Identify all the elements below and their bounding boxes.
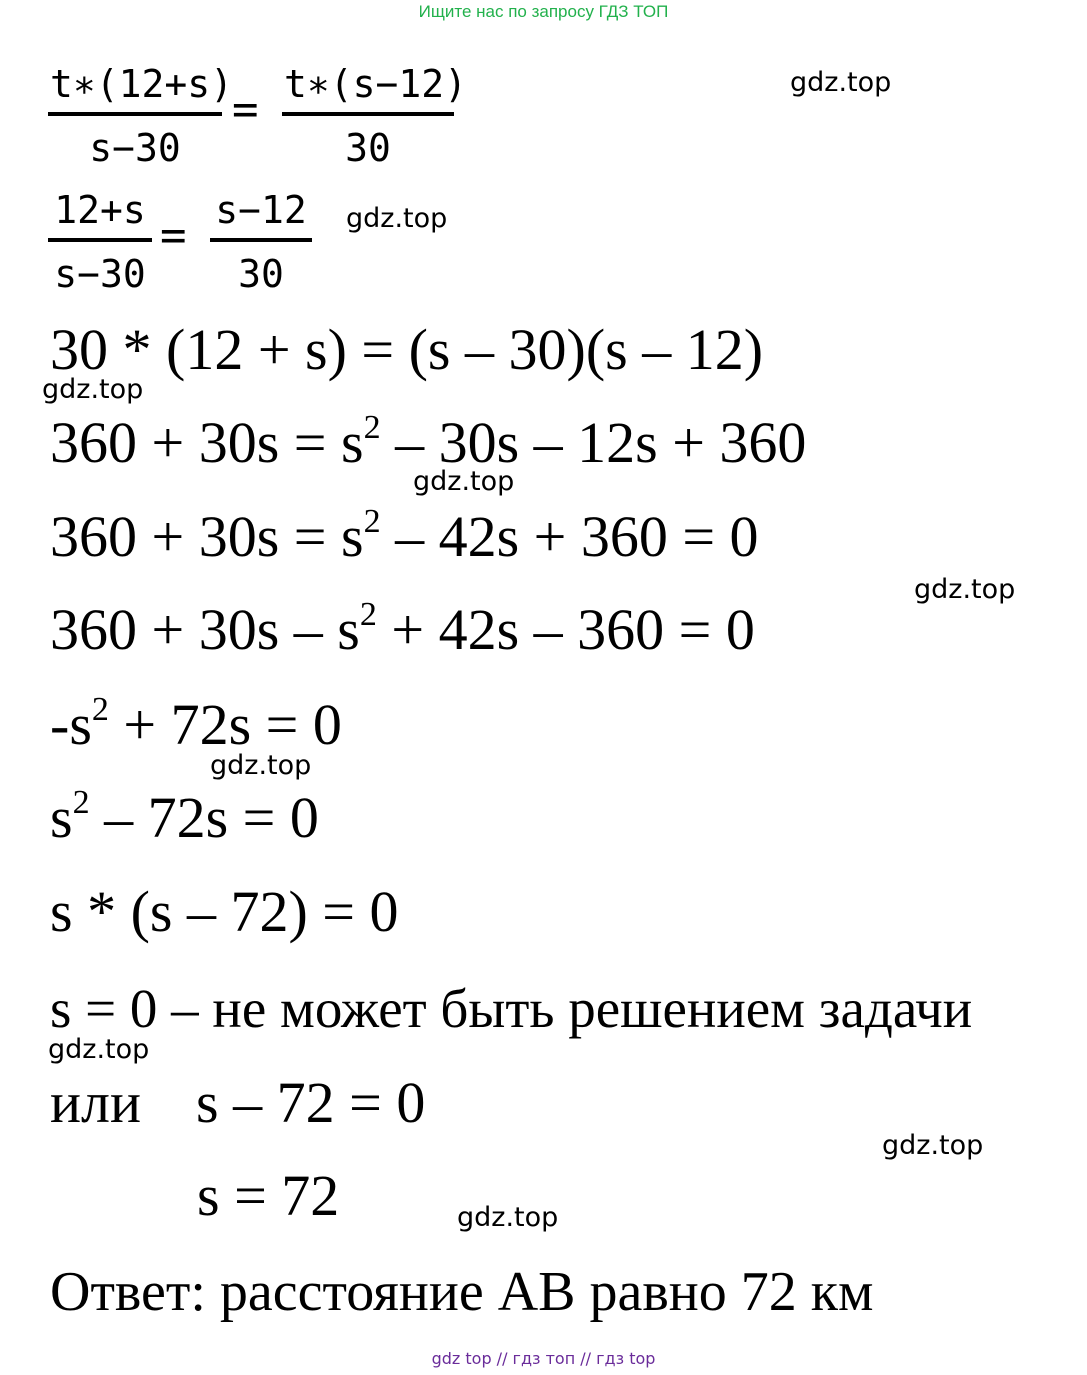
equation-line-5-part-b: + 72s = 0	[108, 692, 342, 757]
equation-line-10: s = 72	[197, 1163, 340, 1228]
exponent: 2	[359, 595, 377, 633]
watermark: gdz.top	[457, 1202, 559, 1233]
fraction-2-left	[48, 188, 152, 296]
equation-line-9-equation: s – 72 = 0	[196, 1070, 426, 1135]
search-hint-link[interactable]: Ищите нас по запросу ГДЗ ТОП	[418, 2, 669, 21]
equation-line-2	[50, 408, 807, 475]
fraction-2-equals: =	[160, 210, 187, 261]
equation-line-7: s * (s – 72) = 0	[50, 879, 399, 944]
answer-line: Ответ: расстояние АВ равно 72 км	[50, 1261, 874, 1323]
fraction-1-right-numerator: t∗(s−12)	[282, 62, 454, 116]
watermark: gdz.top	[413, 466, 515, 497]
equation-line-2-part-a: 360 + 30s = s	[50, 410, 364, 475]
equation-line-1: 30 * (12 + s) = (s – 30)(s – 12)	[50, 317, 764, 382]
equation-line-5-part-a: -s	[50, 692, 92, 757]
watermark: gdz.top	[790, 67, 892, 98]
equation-line-6-part-b: – 72s = 0	[89, 785, 319, 850]
equation-line-5	[50, 690, 342, 757]
footer-links[interactable]: gdz top // гдз топ // гдз top	[431, 1349, 656, 1368]
watermark: gdz.top	[42, 374, 144, 405]
fraction-2-left-numerator: 12+s	[48, 188, 152, 242]
fraction-1-left-numerator: t∗(12+s)	[48, 62, 222, 116]
equation-line-4	[50, 595, 755, 662]
exponent: 2	[363, 408, 381, 446]
fraction-1-left-denominator: s−30	[89, 126, 181, 170]
fraction-2-right-numerator: s−12	[210, 188, 312, 242]
fraction-2-left-denominator: s−30	[54, 252, 146, 296]
equation-line-9	[50, 1070, 426, 1135]
equation-line-3-part-a: 360 + 30s = s	[50, 504, 364, 569]
fraction-1-right-denominator: 30	[345, 126, 391, 170]
equation-line-3-part-b: – 42s + 360 = 0	[380, 504, 759, 569]
equation-line-2-part-b: – 30s – 12s + 360	[380, 410, 807, 475]
exponent: 2	[91, 690, 109, 728]
watermark: gdz.top	[882, 1130, 984, 1161]
watermark: gdz.top	[914, 574, 1016, 605]
fraction-2-right	[210, 188, 312, 296]
fraction-1-equals: =	[232, 84, 259, 135]
equation-line-4-part-a: 360 + 30s – s	[50, 597, 360, 662]
fraction-1-left	[48, 62, 234, 170]
fraction-1-right	[282, 62, 468, 170]
exponent: 2	[363, 502, 381, 540]
exponent: 2	[72, 783, 90, 821]
equation-line-8: s = 0 – не может быть решением задачи	[50, 978, 973, 1039]
watermark: gdz.top	[346, 203, 448, 234]
equation-line-6	[50, 783, 319, 850]
fraction-2-right-denominator: 30	[238, 252, 284, 296]
or-word: или	[50, 1070, 142, 1135]
equation-line-3	[50, 502, 759, 569]
watermark: gdz.top	[48, 1034, 150, 1065]
equation-line-4-part-b: + 42s – 360 = 0	[376, 597, 755, 662]
equation-line-6-part-a: s	[50, 785, 73, 850]
watermark: gdz.top	[210, 750, 312, 781]
